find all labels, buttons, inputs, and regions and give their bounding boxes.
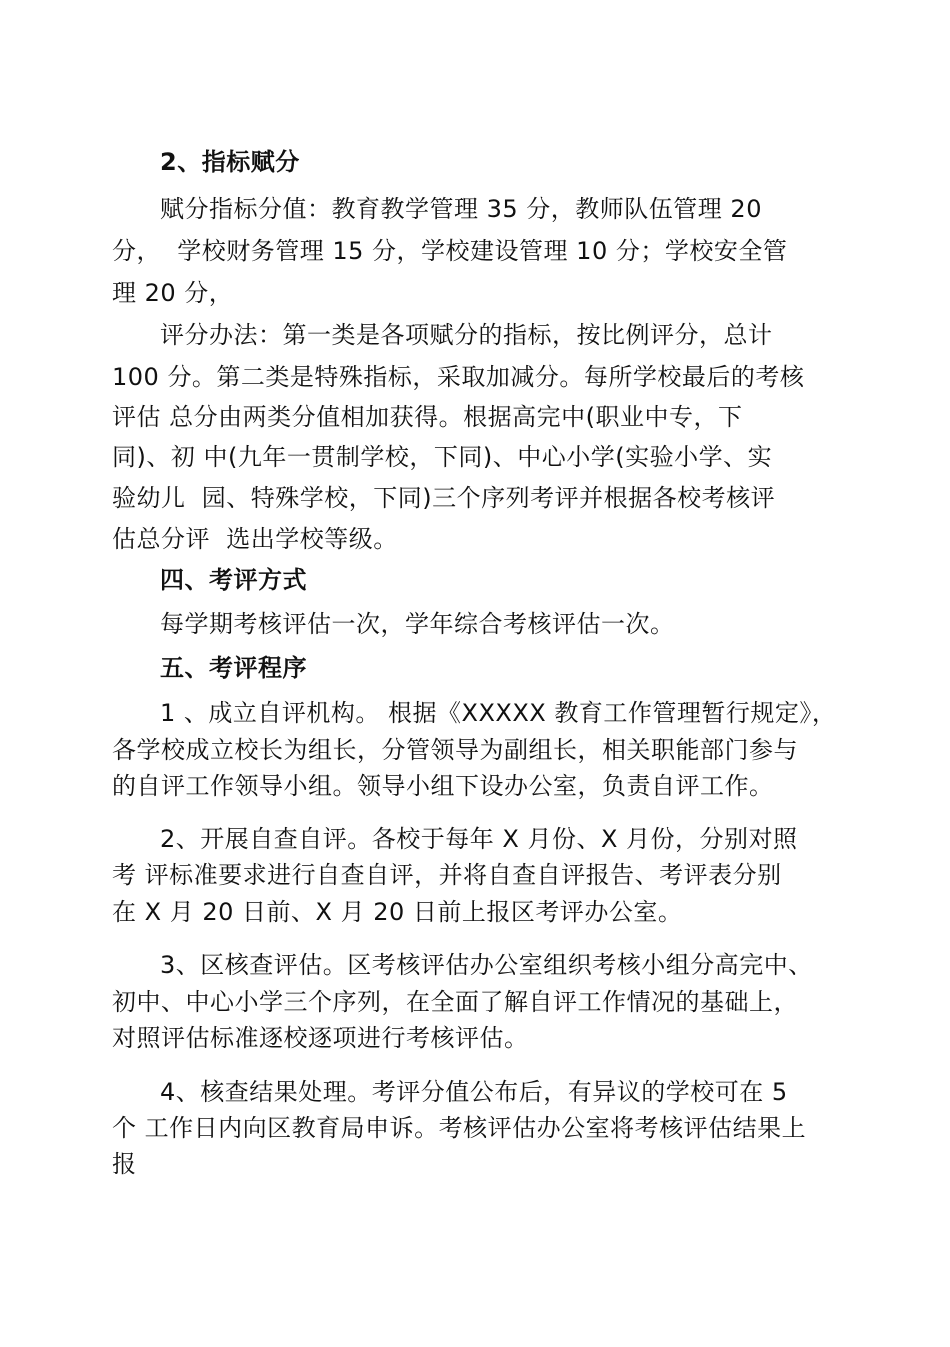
paragraph-line: 每学期考核评估一次，学年综合考核评估一次。 <box>160 610 675 638</box>
paragraph-line: 各学校成立校长为组长，分管领导为副组长，相关职能部门参与 <box>112 736 798 764</box>
paragraph-line: 个 工作日内向区教育局申诉。考核评估办公室将考核评估结果上 <box>112 1114 807 1142</box>
paragraph-line: 3、区核查评估。区考核评估办公室组织考核小组分高完中、 <box>160 951 813 979</box>
paragraph-line: 估总分评 选出学校等级。 <box>112 525 398 553</box>
paragraph-line: 的自评工作领导小组。领导小组下设办公室，负责自评工作。 <box>112 772 774 800</box>
paragraph-line: 理 20 分， <box>112 279 234 307</box>
paragraph-line: 4、核查结果处理。考评分值公布后，有异议的学校可在 5 <box>160 1078 788 1106</box>
paragraph-line: 考 评标准要求进行自查自评，并将自查自评报告、考评表分别 <box>112 861 782 889</box>
paragraph-line: 报 <box>112 1150 137 1178</box>
paragraph-line: 评分办法：第一类是各项赋分的指标，按比例评分，总计 <box>160 321 773 349</box>
paragraph-line: 100 分。第二类是特殊指标，采取加减分。每所学校最后的考核 <box>112 363 805 391</box>
paragraph-line: 分， 学校财务管理 15 分，学校建设管理 10 分；学校安全管 <box>112 237 788 265</box>
paragraph-line: 1 、成立自评机构。 根据《XXXXX 教育工作管理暂行规定》， <box>160 699 837 727</box>
paragraph-line: 评估 总分由两类分值相加获得。根据高完中(职业中专，下 <box>112 403 743 431</box>
paragraph-line: 对照评估标准逐校逐项进行考核评估。 <box>112 1024 529 1052</box>
paragraph-line: 赋分指标分值：教育教学管理 35 分，教师队伍管理 20 <box>160 195 762 223</box>
paragraph-line: 验幼儿 园、特殊学校，下同)三个序列考评并根据各校考核评 <box>112 484 776 512</box>
paragraph-line: 同)、初 中(九年一贯制学校，下同)、中心小学(实验小学、实 <box>112 443 773 471</box>
paragraph-line: 初中、中心小学三个序列，在全面了解自评工作情况的基础上， <box>112 988 798 1016</box>
section-heading-procedure: 五、考评程序 <box>160 654 307 682</box>
paragraph-line: 2、开展自查自评。各校于每年 X 月份、X 月份，分别对照 <box>160 825 798 853</box>
section-heading-scoring: 2、指标赋分 <box>160 148 300 176</box>
section-heading-method: 四、考评方式 <box>160 566 307 594</box>
paragraph-line: 在 X 月 20 日前、X 月 20 日前上报区考评办公室。 <box>112 898 683 926</box>
